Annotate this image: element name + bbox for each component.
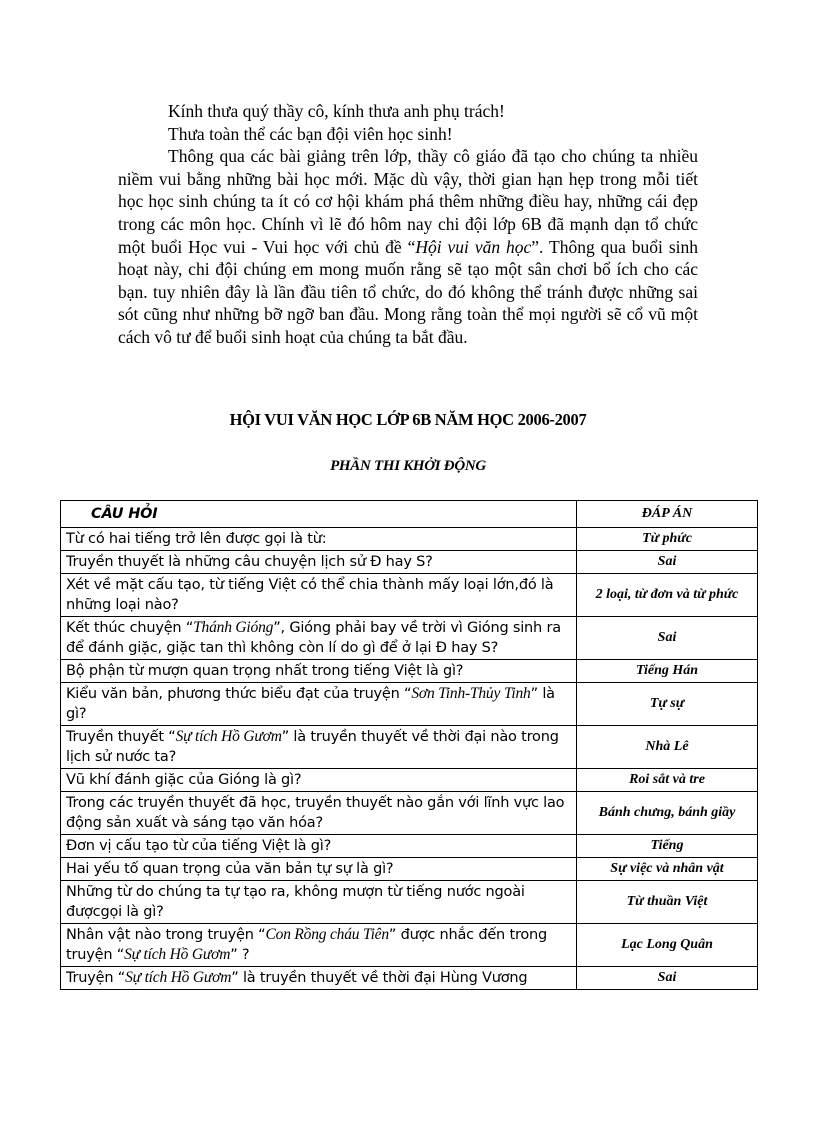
question-text: Kiểu văn bản, phương thức biểu đạt của truyện “: [66, 686, 412, 702]
answer-cell: Sai: [577, 551, 758, 574]
table-row: [61, 858, 758, 881]
question-cell: [61, 835, 577, 858]
table-row: [61, 528, 758, 551]
story-title: Sự tích Hồ Gươm: [175, 728, 282, 745]
question-text: ” là truyền thuyết về thời đại Hùng Vương: [231, 970, 528, 986]
question-text: Hai yếu tố quan trọng của văn bản tự sự là gì?: [66, 861, 394, 877]
question-cell: [61, 858, 577, 881]
table-row: [61, 967, 758, 990]
question-text: Nhân vật nào trong truyện “: [66, 927, 266, 943]
question-text: Truyền thuyết “: [66, 729, 176, 745]
question-cell: [61, 726, 577, 769]
story-title: Sự tích Hồ Gươm: [125, 969, 232, 986]
question-text: Truyền thuyết là những câu chuyện lịch sử Đ hay S?: [66, 554, 433, 570]
question-text: Trong các truyền thuyết đã học, truyền thuyết nào gắn với lĩnh vực lao động sản xuất và sáng tạo văn hóa?: [66, 795, 565, 831]
table-row: [61, 683, 758, 726]
question-text: ” là gì?: [66, 686, 555, 722]
answer-cell: Tự sự: [577, 683, 758, 726]
question-text: Truyện “: [66, 970, 126, 986]
question-cell: [61, 574, 577, 617]
question-text: ” ?: [230, 947, 250, 963]
theme-name: Hội vui văn học: [415, 236, 532, 257]
answer-cell: Roi sắt và tre: [577, 769, 758, 792]
answer-cell: Sai: [577, 617, 758, 660]
question-cell: [61, 967, 577, 990]
intro-paragraph-end: ”. Thông qua buổi sinh hoạt này, chi đội chúng em mong muốn rằng sẽ tạo một sân chơi bổ ích cho các bạn. tuy nhiên đây là lần đầu tiên tổ chức, do đó không thể tránh được những sai sót cũng như những bỡ ngỡ ban đầu. Mong rằng toàn thể mọi người sẽ cổ vũ một cách vô tư để buổi sinh hoạt của chúng ta bắt đầu.: [118, 236, 698, 347]
question-cell: [61, 683, 577, 726]
intro-paragraph: [118, 145, 698, 348]
answer-cell: Sai: [577, 967, 758, 990]
table-row: [61, 617, 758, 660]
question-text: Kết thúc chuyện “: [66, 620, 194, 636]
question-text: Đơn vị cấu tạo từ của tiếng Việt là gì?: [66, 838, 332, 854]
question-text: Bộ phận từ mượn quan trọng nhất trong tiếng Việt là gì?: [66, 663, 464, 679]
story-title: Sơn Tinh-Thủy Tinh: [411, 685, 531, 702]
answer-cell: Bánh chưng, bánh giầy: [577, 792, 758, 835]
answer-cell: Lạc Long Quân: [577, 924, 758, 967]
table-row: [61, 726, 758, 769]
question-cell: [61, 792, 577, 835]
question-cell: [61, 528, 577, 551]
table-row: [61, 881, 758, 924]
answer-cell: Nhà Lê: [577, 726, 758, 769]
question-text: ” được nhắc đến trong truyện “: [66, 927, 548, 963]
answer-cell: Tiếng Hán: [577, 660, 758, 683]
question-cell: [61, 617, 577, 660]
answer-cell: Tiếng: [577, 835, 758, 858]
question-text: ” là truyền thuyết về thời đại nào trong lịch sử nước ta?: [66, 729, 559, 765]
answer-cell: 2 loại, từ đơn và từ phức: [577, 574, 758, 617]
table-row: [61, 769, 758, 792]
greeting-teachers: Kính thưa quý thầy cô, kính thưa anh phụ trách!: [168, 101, 505, 121]
question-cell: [61, 660, 577, 683]
table-row: [61, 835, 758, 858]
story-title: Con Rồng cháu Tiên: [265, 926, 389, 943]
table-row: [61, 574, 758, 617]
section-title: PHẦN THI KHỞI ĐỘNG: [330, 458, 486, 474]
intro-paragraph-start: Thông qua các bài giảng trên lớp, thầy cô giáo đã tạo cho chúng ta nhiều niềm vui bằng những bài học mới. Mặc dù vậy, thời gian hạn hẹp trong mỗi tiết học học sinh chúng ta ít có cơ hội khám phá thêm những điều hay, những cái đẹp trong các môn học. Chính vì lẽ đó hôm nay chi đội lớp 6B đã mạnh dạn tổ chức một buổi Học vui - Vui học với chủ đề “: [118, 146, 698, 257]
story-title: Sự tích Hồ Gươm: [124, 946, 231, 963]
table-row: [61, 660, 758, 683]
question-cell: [61, 881, 577, 924]
question-text: Những từ do chúng ta tự tạo ra, không mượn từ tiếng nước ngoài đượcgọi là gì?: [66, 884, 525, 920]
story-title: Thánh Gióng: [193, 619, 274, 636]
answer-cell: Sự việc và nhân vật: [577, 858, 758, 881]
question-text: Xét về mặt cấu tạo, từ tiếng Việt có thể chia thành mấy loại lớn,đó là những loại nào?: [66, 577, 554, 613]
answer-cell: Từ phức: [577, 528, 758, 551]
question-text: ”, Gióng phải bay về trời vì Gióng sinh ra để đánh giặc, giặc tan thì không còn lí do gì để ở lại Đ hay S?: [66, 620, 561, 656]
page-title: HỘI VUI VĂN HỌC LỚP 6B NĂM HỌC 2006-2007: [229, 410, 587, 429]
table-row: [61, 792, 758, 835]
question-text: Từ có hai tiếng trở lên được gọi là từ:: [66, 531, 327, 547]
question-cell: [61, 551, 577, 574]
question-cell: [61, 769, 577, 792]
column-header-answer: ĐÁP ÁN: [577, 501, 758, 528]
question-cell: [61, 924, 577, 967]
column-header-question: CÂU HỎI: [61, 501, 577, 528]
question-text: Vũ khí đánh giặc của Gióng là gì?: [66, 772, 302, 788]
answer-cell: Từ thuần Việt: [577, 881, 758, 924]
greeting-students: Thưa toàn thể các bạn đội viên học sinh!: [168, 123, 453, 144]
table-row: [61, 551, 758, 574]
intro-section: [118, 100, 698, 349]
table-row: [61, 924, 758, 967]
quiz-table: [60, 500, 758, 990]
table-header-row: [61, 501, 758, 528]
